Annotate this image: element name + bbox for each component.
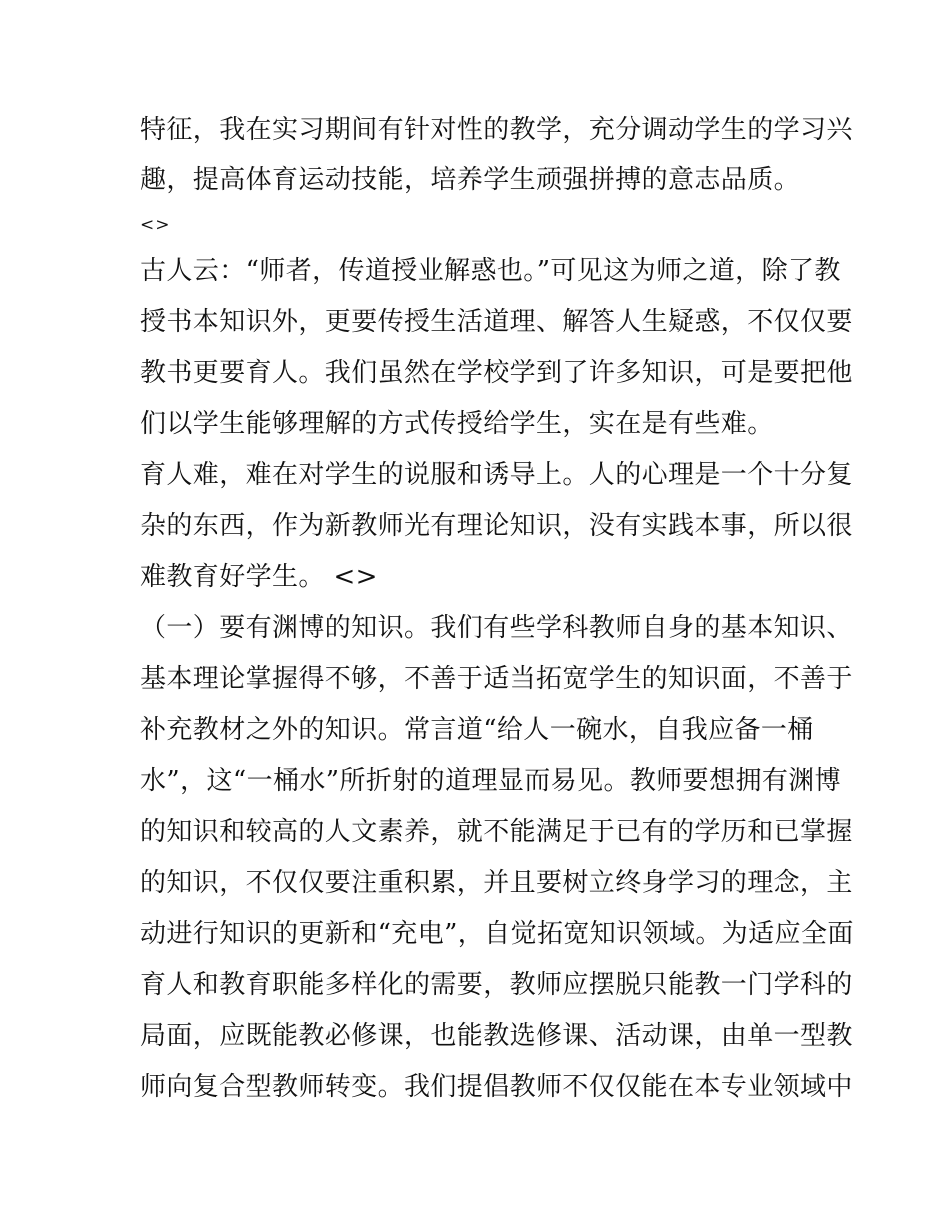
- text-line: 局面，应既能教必修课，也能教选修课、活动课，由单一型教: [140, 1021, 853, 1051]
- text-line: 师向复合型教师转变。我们提倡教师不仅仅能在本专业领域中: [140, 1072, 853, 1102]
- text-line: （一）要有渊博的知识。我们有些学科教师自身的基本知识、: [140, 613, 853, 643]
- text-line: 们以学生能够理解的方式传授给学生，实在是有些难。: [140, 409, 774, 439]
- text-line: <>: [140, 215, 171, 235]
- text-line: 的知识，不仅仅要注重积累，并且要树立终身学习的理念，主: [140, 868, 853, 898]
- text-line: 动进行知识的更新和“充电”，自觉拓宽知识领域。为适应全面: [140, 919, 854, 949]
- text-line: 难教育好学生。 <>: [140, 562, 378, 592]
- text-line: 水”，这“一桶水”所折射的道理显而易见。教师要想拥有渊博: [140, 766, 842, 796]
- text-line: 杂的东西，作为新教师光有理论知识，没有实践本事，所以很: [140, 511, 853, 541]
- text-line: 的知识和较高的人文素养，就不能满足于已有的学历和已掌握: [140, 817, 853, 847]
- text-line: 古人云：“师者，传道授业解惑也。”可见这为师之道，除了教: [140, 256, 841, 286]
- text-line: 补充教材之外的知识。常言道“给人一碗水，自我应备一桶: [140, 715, 814, 745]
- text-line: 教书更要育人。我们虽然在学校学到了许多知识，可是要把他: [140, 358, 853, 388]
- text-line: 育人和教育职能多样化的需要，教师应摆脱只能教一门学科的: [140, 970, 853, 1000]
- text-line: 授书本知识外，更要传授生活道理、解答人生疑惑，不仅仅要: [140, 307, 853, 337]
- text-line: 育人难，难在对学生的说服和诱导上。人的心理是一个十分复: [140, 460, 853, 490]
- text-line: 基本理论掌握得不够，不善于适当拓宽学生的知识面，不善于: [140, 664, 853, 694]
- text-line: 趣，提高体育运动技能，培养学生顽强拼搏的意志品质。: [140, 165, 801, 195]
- text-line: 特征，我在实习期间有针对性的教学，充分调动学生的学习兴: [140, 115, 853, 145]
